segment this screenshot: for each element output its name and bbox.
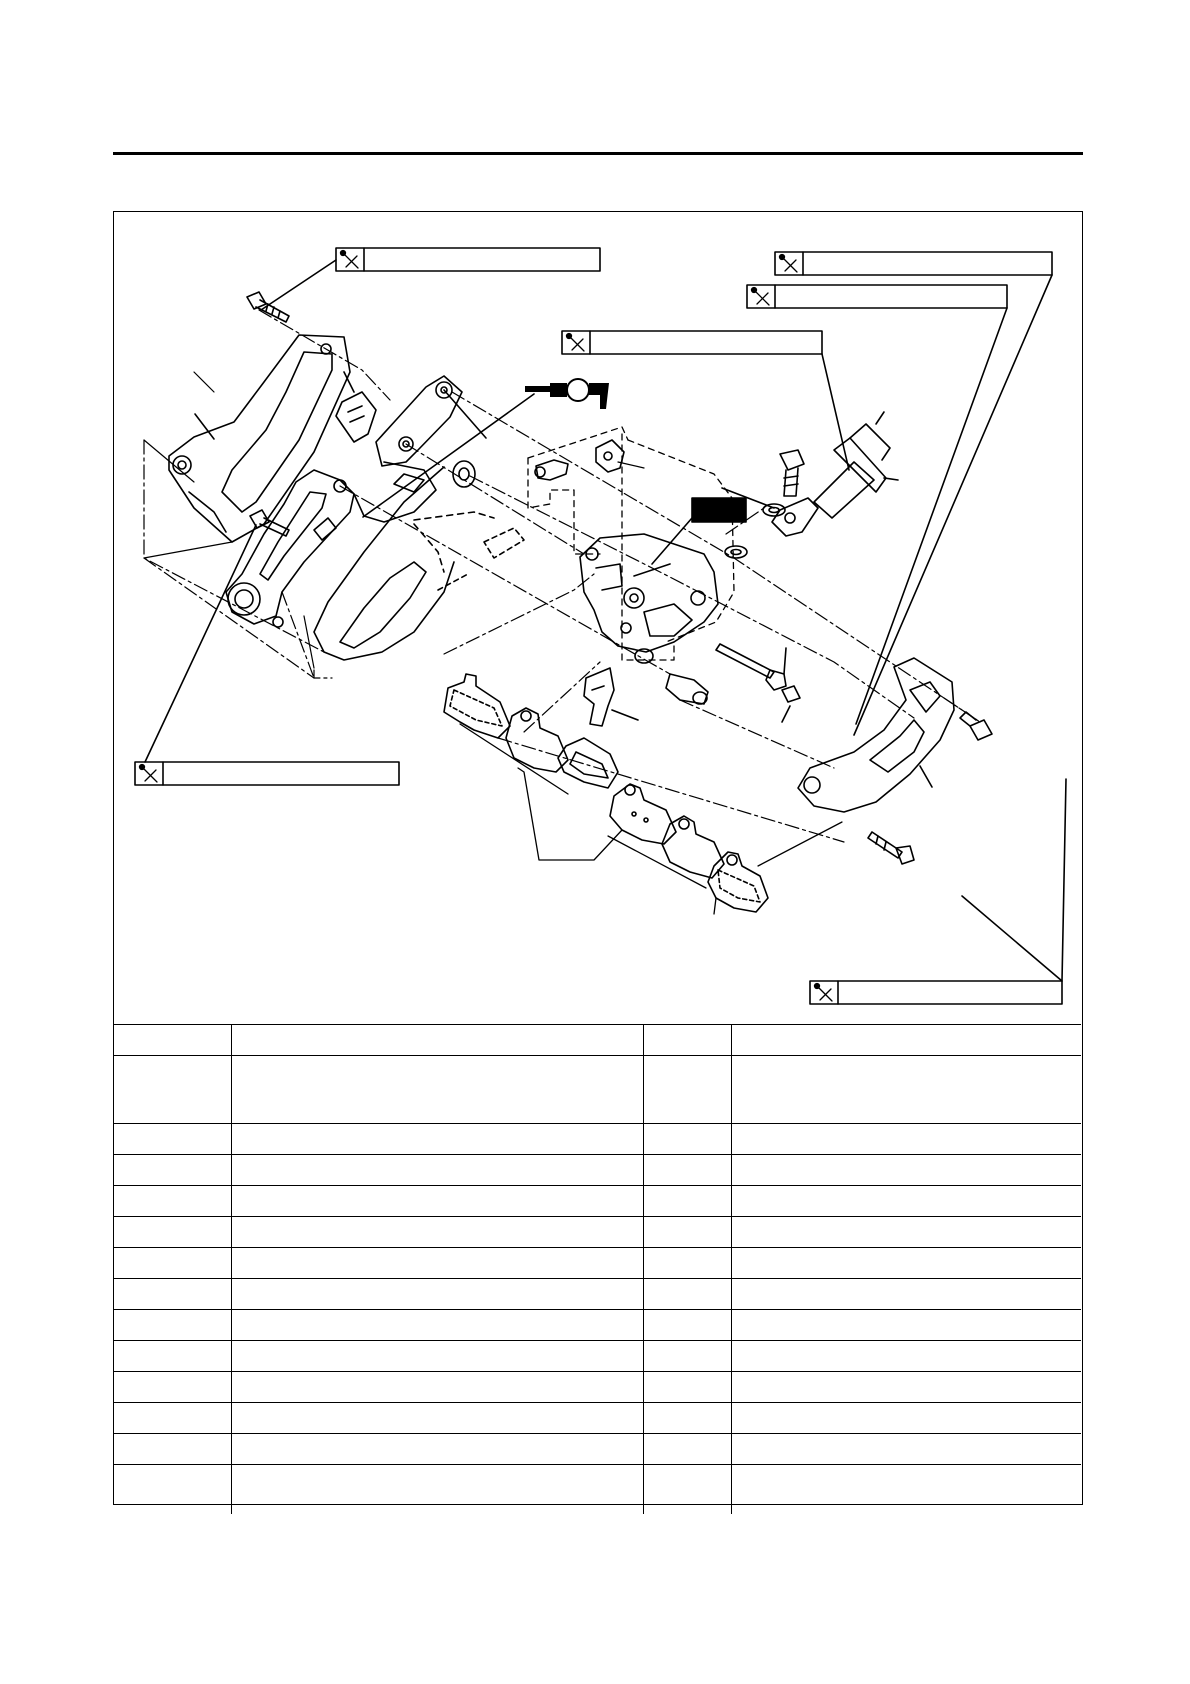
table-cell bbox=[731, 1217, 1081, 1248]
table-cell bbox=[231, 1217, 643, 1248]
table-row bbox=[114, 1341, 1081, 1372]
brake-caliper bbox=[580, 534, 718, 663]
dark-label-box bbox=[692, 498, 746, 522]
table-row bbox=[114, 1186, 1081, 1217]
table-cell bbox=[114, 1434, 231, 1465]
table-cell bbox=[231, 1056, 643, 1124]
pad-spring bbox=[584, 668, 638, 726]
support-pin bbox=[666, 674, 708, 704]
table-row bbox=[114, 1025, 1081, 1056]
table-cell bbox=[114, 1279, 231, 1310]
torque-label-bottom-left bbox=[135, 762, 399, 785]
table-cell bbox=[643, 1186, 731, 1217]
table-row bbox=[114, 1155, 1081, 1186]
table-cell bbox=[731, 1186, 1081, 1217]
table-cell bbox=[114, 1310, 231, 1341]
table-cell bbox=[731, 1025, 1081, 1056]
table-cell bbox=[731, 1403, 1081, 1434]
table-cell bbox=[643, 1465, 731, 1514]
table-cell bbox=[731, 1434, 1081, 1465]
torque-label-top-right bbox=[775, 252, 1052, 275]
table-row bbox=[114, 1310, 1081, 1341]
table-cell bbox=[231, 1279, 643, 1310]
table-cell bbox=[231, 1372, 643, 1403]
pad-leader-lines bbox=[460, 724, 842, 914]
table-cell bbox=[231, 1434, 643, 1465]
table-cell bbox=[643, 1217, 731, 1248]
bolt-lower-right bbox=[868, 832, 914, 864]
table-cell bbox=[731, 1341, 1081, 1372]
table-cell bbox=[643, 1341, 731, 1372]
table-cell bbox=[114, 1155, 231, 1186]
table-row bbox=[114, 1372, 1081, 1403]
table-cell bbox=[731, 1124, 1081, 1155]
table-cell bbox=[114, 1025, 231, 1056]
table-cell bbox=[731, 1248, 1081, 1279]
brake-caliper-exploded-diagram bbox=[114, 212, 1081, 1022]
table-cell bbox=[643, 1279, 731, 1310]
brake-pads bbox=[444, 674, 768, 912]
table-cell bbox=[731, 1056, 1081, 1124]
table-cell bbox=[114, 1341, 231, 1372]
table-cell bbox=[114, 1465, 231, 1514]
table-cell bbox=[643, 1056, 731, 1124]
torque-label-middle-right bbox=[747, 285, 1007, 308]
caliper-bracket bbox=[354, 376, 486, 522]
table-cell bbox=[643, 1248, 731, 1279]
brake-hose bbox=[772, 412, 898, 536]
table-cell bbox=[114, 1124, 231, 1155]
torque-label-center bbox=[562, 331, 822, 354]
header-rule bbox=[113, 152, 1083, 155]
torque-label-bottom-right bbox=[810, 981, 1062, 1004]
table-cell bbox=[231, 1248, 643, 1279]
pad-pin bbox=[716, 644, 800, 722]
table-cell bbox=[731, 1279, 1081, 1310]
table-cell bbox=[231, 1403, 643, 1434]
table-cell bbox=[643, 1124, 731, 1155]
bolt-middle-left bbox=[250, 510, 289, 536]
table-cell bbox=[643, 1403, 731, 1434]
table-cell bbox=[231, 1341, 643, 1372]
table-row bbox=[114, 1434, 1081, 1465]
table-cell bbox=[114, 1372, 231, 1403]
table-cell bbox=[231, 1310, 643, 1341]
union-bolt bbox=[780, 450, 804, 496]
bolt-far-right bbox=[960, 712, 992, 740]
table-row bbox=[114, 1217, 1081, 1248]
table-cell bbox=[731, 1372, 1081, 1403]
collar bbox=[453, 461, 475, 487]
bolt-upper-left bbox=[247, 292, 289, 322]
table-cell bbox=[643, 1434, 731, 1465]
exploded-view-frame bbox=[113, 211, 1083, 1505]
caliper-guard-lower bbox=[798, 658, 954, 812]
table-row bbox=[114, 1279, 1081, 1310]
table-cell bbox=[231, 1186, 643, 1217]
parts-list-table bbox=[114, 1024, 1081, 1514]
table-cell bbox=[231, 1465, 643, 1514]
table-row bbox=[114, 1465, 1081, 1514]
torque-label-top-left bbox=[336, 248, 600, 271]
table-row bbox=[114, 1248, 1081, 1279]
table-cell bbox=[114, 1248, 231, 1279]
table-cell bbox=[114, 1217, 231, 1248]
table-cell bbox=[114, 1186, 231, 1217]
table-row bbox=[114, 1056, 1081, 1124]
table-cell bbox=[731, 1465, 1081, 1514]
table-cell bbox=[643, 1025, 731, 1056]
grease-gun-icon bbox=[525, 379, 609, 409]
bleed-screw bbox=[535, 440, 624, 480]
table-row bbox=[114, 1124, 1081, 1155]
table-cell bbox=[231, 1155, 643, 1186]
table-row bbox=[114, 1403, 1081, 1434]
swingarm-outline bbox=[314, 467, 524, 660]
table-cell bbox=[643, 1310, 731, 1341]
table-cell bbox=[731, 1155, 1081, 1186]
table-cell bbox=[114, 1056, 231, 1124]
table-cell bbox=[114, 1403, 231, 1434]
table-cell bbox=[643, 1372, 731, 1403]
table-cell bbox=[231, 1025, 643, 1056]
table-cell bbox=[643, 1155, 731, 1186]
table-cell bbox=[731, 1310, 1081, 1341]
pad-retainer-clip bbox=[336, 372, 376, 442]
table-cell bbox=[231, 1124, 643, 1155]
